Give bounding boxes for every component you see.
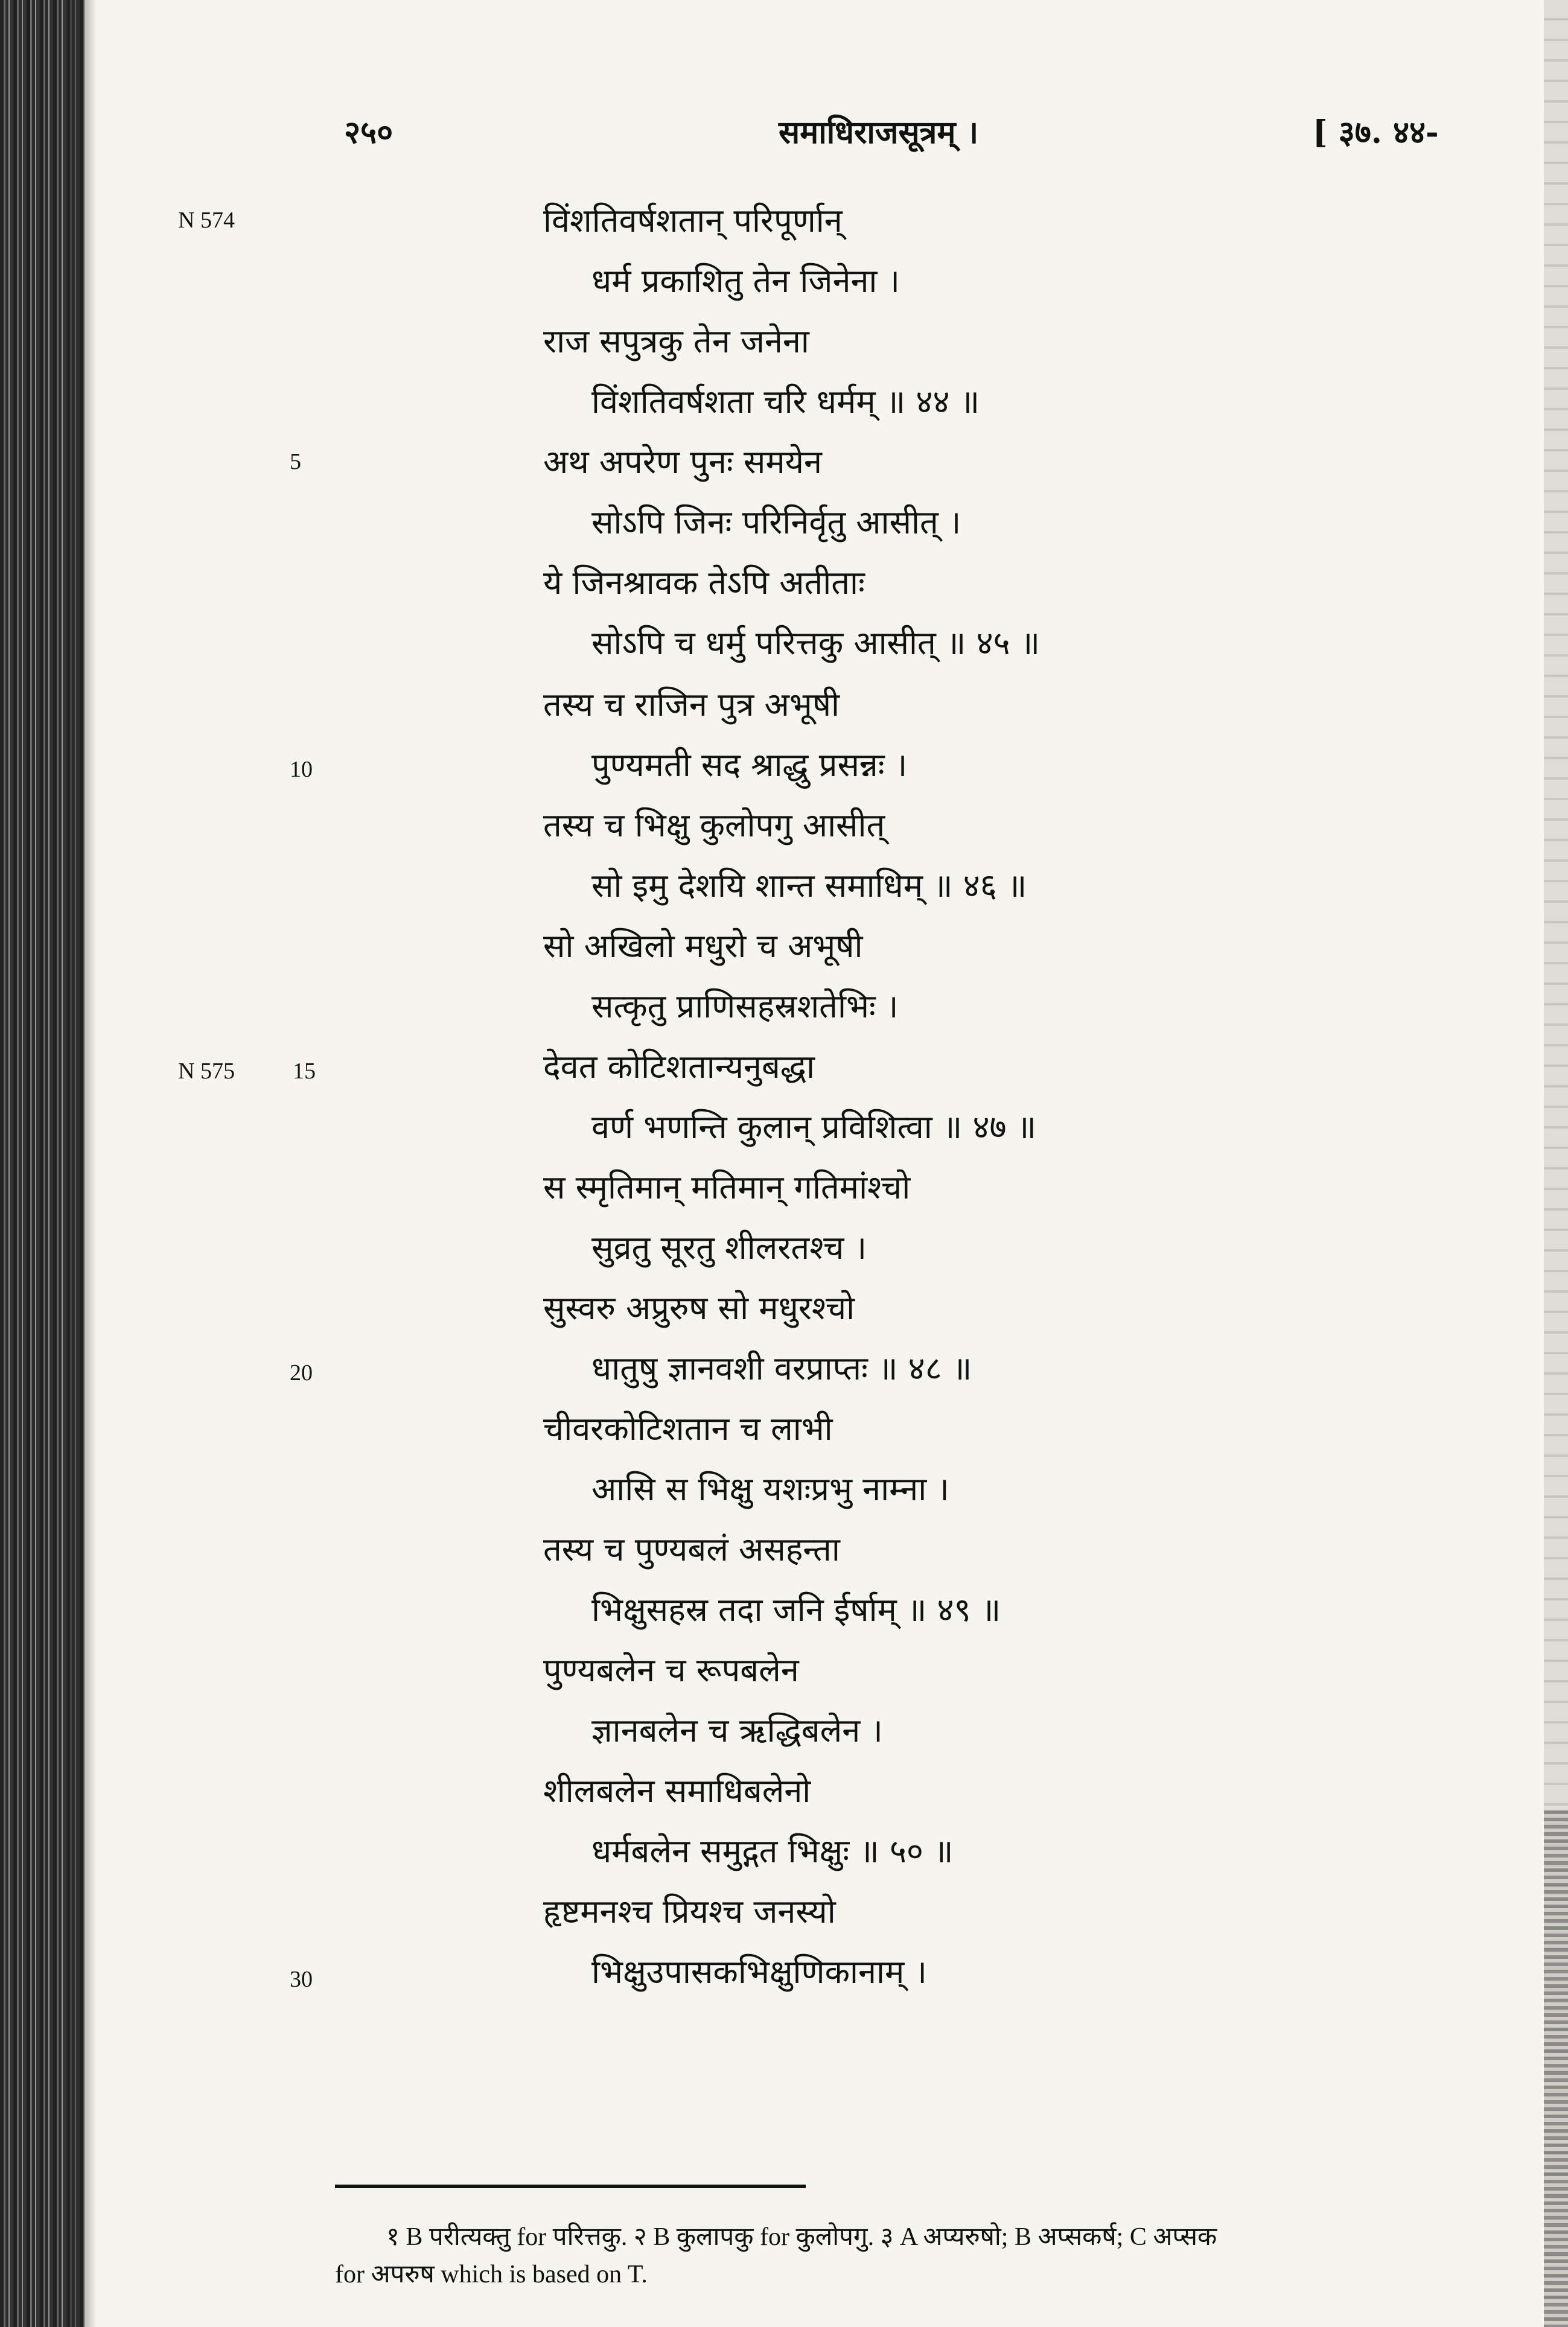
running-title: समाधिराजसूत्रम् । (779, 114, 979, 151)
verse-line: ज्ञानबलेन च ऋद्धिबलेन । (591, 1711, 883, 1749)
page-number: २५० (344, 114, 394, 151)
verse-line: तस्य च राजिन पुत्र अभूषी (543, 686, 840, 724)
line-number: 15 (293, 1058, 316, 1084)
verse-line: तस्य च भिक्षु कुलोपगु आसीत् (543, 806, 885, 844)
verse-line: स स्मृतिमान् मतिमान् गतिमांश्चो (543, 1168, 911, 1206)
line-number: 10 (290, 757, 313, 782)
verse-line: सुस्वरु अप्रुरुष सो मधुरश्चो (543, 1289, 855, 1327)
verse-line: देवत कोटिशतान्यनुबद्धा (543, 1048, 815, 1086)
verse-line: शीलबलेन समाधिबलेनो (543, 1772, 811, 1810)
footnote-rule (335, 2185, 806, 2188)
verse-line: सोऽपि जिनः परिनिर्वृतु आसीत् । (591, 503, 961, 541)
verse-line: पुण्यमती सद श्राद्धु प्रसन्नः । (591, 746, 908, 784)
verse-line: ये जिनश्रावक तेऽपि अतीताः (543, 564, 865, 602)
verse-line: पुण्यबलेन च रूपबलेन (543, 1651, 799, 1689)
verse-line: आसि स भिक्षु यशःप्रभु नाम्ना । (591, 1470, 949, 1508)
section-reference: [ ३७. ४४- (1313, 114, 1439, 151)
verse-line: सोऽपि च धर्मु परित्तकु आसीत् ॥ ४५ ॥ (591, 624, 1041, 662)
verse-line: वर्ण भणन्ति कुलान् प्रविशित्वा ॥ ४७ ॥ (591, 1108, 1037, 1146)
footnote-text: for अपरुष which is based on T. (335, 2261, 648, 2288)
verse-line: चीवरकोटिशतान च लाभी (543, 1410, 833, 1448)
verse-line: विंशतिवर्षशतान् परिपूर्णान् (543, 202, 843, 240)
verse-line: सो इमु देशयि शान्त समाधिम् ॥ ४६ ॥ (591, 867, 1027, 905)
line-number: 20 (290, 1360, 313, 1386)
verse-line: सत्कृतु प्राणिसहस्रशतेभिः । (591, 987, 899, 1025)
verse-line: तस्य च पुण्यबलं असहन्ता (543, 1530, 840, 1568)
verse-line: हृष्टमनश्च प्रियश्च जनस्यो (543, 1892, 836, 1931)
manuscript-reference: N 575 (178, 1058, 235, 1084)
footnote-text: १ B परीत्यक्तु for परित्तकु. २ B कुलापकु for कुलोपगु. ३ A अप्यरुषो; B अप्सकर्ष; C अप्सक (386, 2223, 1217, 2251)
verse-line: सो अखिलो मधुरो च अभूषी (543, 927, 863, 965)
verse-line: विंशतिवर्षशता चरि धर्मम् ॥ ४४ ॥ (591, 383, 980, 421)
verse-line: भिक्षुसहस्र तदा जनि ईर्षाम् ॥ ४९ ॥ (591, 1591, 1001, 1629)
verse-line: धर्मबलेन समुद्गत भिक्षुः ॥ ५० ॥ (591, 1832, 954, 1870)
verse-line: राज सपुत्रकु तेन जनेना (543, 322, 809, 360)
verse-line: धर्म प्रकाशितु तेन जिनेना । (591, 262, 900, 300)
verse-line: धातुषु ज्ञानवशी वरप्राप्तः ॥ ४८ ॥ (591, 1349, 972, 1387)
page-right-edge-shade (1544, 1810, 1568, 2327)
line-number: 5 (290, 449, 301, 474)
binding-shadow (66, 0, 97, 2327)
manuscript-reference: N 574 (178, 208, 235, 233)
verse-line: अथ अपरेण पुनः समयेन (543, 443, 822, 481)
line-number: 30 (290, 1967, 313, 1992)
verse-line: भिक्षुउपासकभिक्षुणिकानाम् । (591, 1953, 927, 1991)
verse-line: सुव्रतु सूरतु शीलरतश्च । (591, 1229, 867, 1267)
